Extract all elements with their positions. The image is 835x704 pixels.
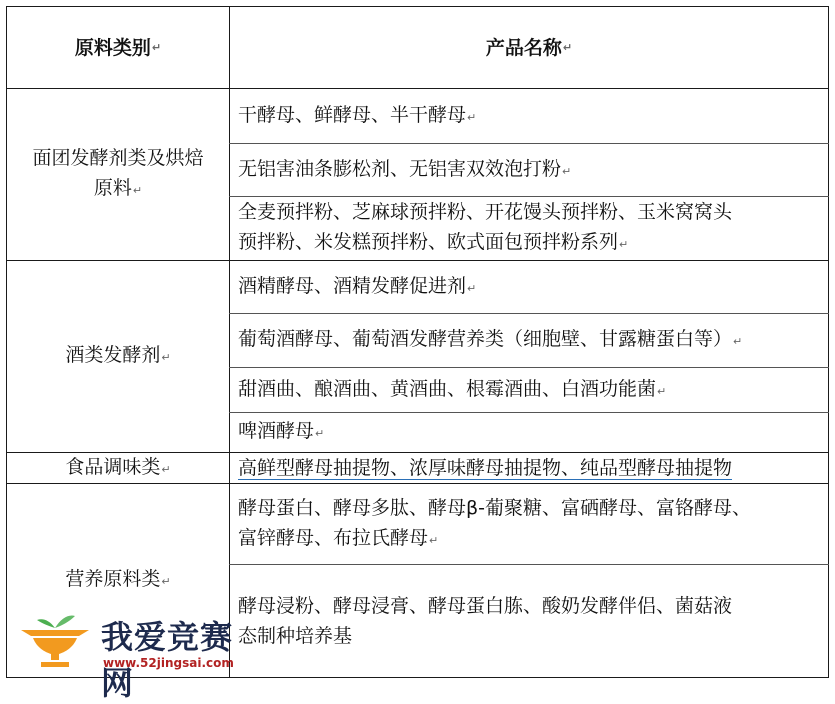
- watermark-url: www.52jingsai.com: [103, 656, 234, 670]
- trophy-sprout-icon: [15, 606, 95, 670]
- category-cell: [7, 453, 229, 483]
- product-line: 高鲜型酵母抽提物、浓厚味酵母抽提物、纯品型酵母抽提物: [238, 457, 733, 479]
- product-line: 预拌粉、米发糕预拌粉、欧式面包预拌粉系列: [238, 231, 619, 253]
- product-cell: [230, 413, 828, 452]
- product-line: 甜酒曲、酿酒曲、黄酒曲、根霉酒曲、白酒功能菌: [238, 377, 657, 400]
- category-cell: [7, 89, 229, 260]
- category-line: 酒类发酵剂: [65, 344, 161, 366]
- header-product: [230, 7, 828, 88]
- header-category-text: 原料类别: [74, 36, 151, 59]
- product-line: 态制种培养基: [238, 625, 353, 647]
- paragraph-mark: ↵: [161, 351, 171, 364]
- product-cell: [230, 314, 828, 367]
- paragraph-mark: ↵: [132, 184, 143, 197]
- product-line: 全麦预拌粉、芝麻球预拌粉、开花馒头预拌粉、玉米窝窝头: [238, 201, 733, 223]
- category-line: 面团发酵剂类及烘焙: [32, 147, 204, 169]
- paragraph-mark: ↵: [657, 384, 667, 398]
- header-category: [7, 7, 229, 88]
- paragraph-mark: ↵: [562, 40, 573, 54]
- paragraph-mark: ↵: [562, 164, 572, 178]
- paragraph-mark: ↵: [151, 40, 162, 54]
- product-cell: [230, 453, 828, 483]
- paragraph-mark: ↵: [467, 281, 477, 295]
- paragraph-mark: ↵: [619, 238, 629, 251]
- product-cell: [230, 89, 828, 143]
- product-line: 酵母浸粉、酵母浸膏、酵母蛋白胨、酸奶发酵伴侣、菌菇液: [238, 595, 733, 617]
- product-cell: [230, 197, 828, 260]
- watermark-site-name: 我爱竞赛网: [101, 618, 234, 702]
- product-line: 啤酒酵母: [238, 420, 315, 442]
- product-line: 富锌酵母、布拉氏酵母: [238, 526, 429, 549]
- paragraph-mark: ↵: [733, 335, 743, 348]
- product-table: [6, 6, 829, 678]
- category-line: 原料: [93, 177, 132, 199]
- category-cell: [7, 261, 229, 452]
- category-line: 食品调味类: [65, 455, 161, 478]
- product-line: 酒精酵母、酒精发酵促进剂: [238, 274, 467, 297]
- product-cell: [230, 144, 828, 196]
- product-line: 无铝害油条膨松剂、无铝害双效泡打粉: [238, 157, 562, 180]
- product-cell: [230, 368, 828, 412]
- product-cell: [230, 565, 828, 677]
- product-line: 葡萄酒酵母、葡萄酒发酵营养类（细胞壁、甘露糖蛋白等）: [238, 328, 733, 350]
- paragraph-mark: ↵: [429, 533, 439, 547]
- paragraph-mark: ↵: [161, 575, 171, 588]
- paragraph-mark: ↵: [161, 462, 171, 476]
- category-line: 营养原料类: [65, 568, 161, 590]
- product-cell: [230, 484, 828, 564]
- product-line: 酵母蛋白、酵母多肽、酵母β-葡聚糖、富硒酵母、富铬酵母、: [238, 496, 751, 519]
- paragraph-mark: ↵: [315, 427, 325, 440]
- product-line: 干酵母、鲜酵母、半干酵母: [238, 103, 467, 126]
- watermark: [15, 606, 255, 702]
- product-cell: [230, 261, 828, 313]
- paragraph-mark: ↵: [467, 110, 477, 124]
- header-product-text: 产品名称: [485, 36, 562, 59]
